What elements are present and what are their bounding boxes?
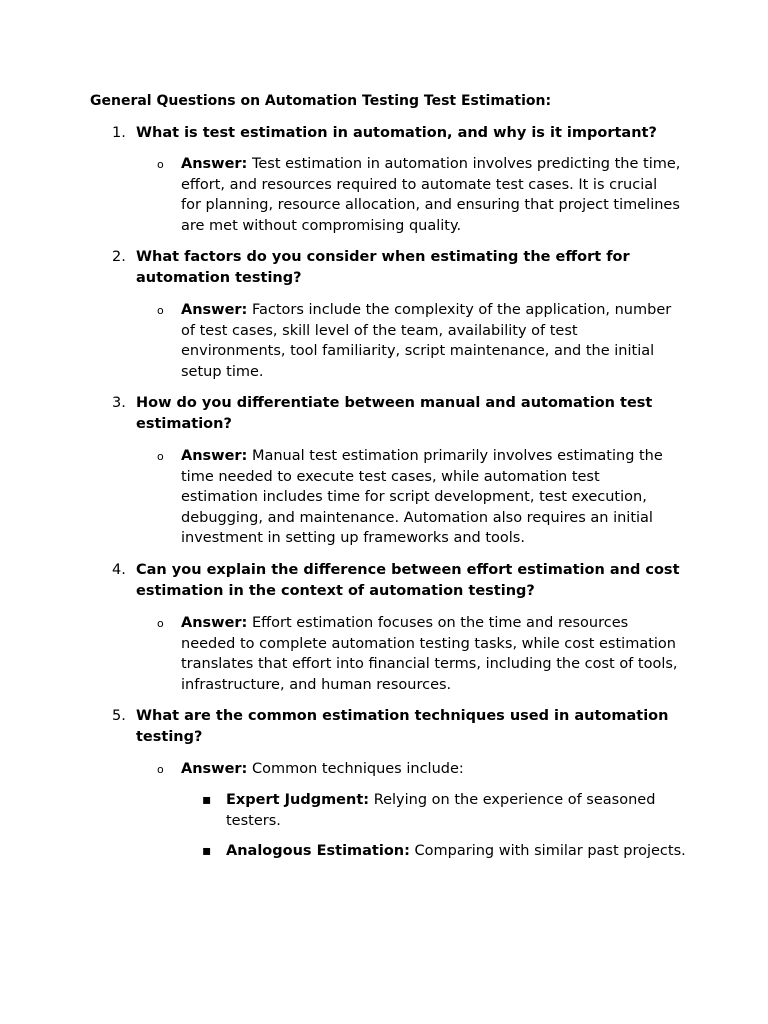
answer-text (181, 446, 681, 549)
answer-label: Answer: (181, 302, 248, 318)
question-text: What factors do you consider when estimating the effort for automation testing? (136, 249, 630, 286)
question-number: 4. (112, 562, 126, 578)
answer-body: Test estimation in automation involves predicting the time, effort, and resources required to automate test cases. It is crucial for planning, resource allocation, and ensuring that project timelines are met without compromising quality. (181, 156, 681, 234)
answer-text (181, 759, 681, 780)
question-text: How do you differentiate between manual and automation test estimation? (136, 395, 653, 432)
question-text: Can you explain the difference between effort estimation and cost estimation in the context of automation testing? (136, 562, 680, 599)
question-text: What are the common estimation techniques used in automation testing? (136, 708, 669, 745)
document-heading: General Questions on Automation Testing Test Estimation: (90, 93, 552, 109)
question-text: What is test estimation in automation, and why is it important? (136, 125, 657, 141)
technique-description: Comparing with similar past projects. (414, 843, 686, 859)
technique-description: Relying on the experience of seasoned testers. (226, 792, 656, 829)
hollow-bullet-icon: o (157, 304, 164, 317)
answer-label: Answer: (181, 761, 248, 777)
answer-body: Effort estimation focuses on the time and resources needed to complete automation testing tasks, while cost estimation translates that effort into financial terms, including the cost of tools, infrastructure, and human resources. (181, 615, 678, 693)
answer-text (181, 154, 681, 236)
hollow-bullet-icon: o (157, 617, 164, 630)
answer-body: Manual test estimation primarily involves estimating the time needed to execute test cases, while automation test estimation includes time for script development, test execution, debugging, and maintenance. Automation also requires an initial investment in setting up frameworks and tools. (181, 448, 663, 547)
hollow-bullet-icon: o (157, 158, 164, 171)
square-bullet-icon: ▪ (202, 792, 212, 808)
answer-body: Factors include the complexity of the application, number of test cases, skill level of the team, availability of test environments, tool familiarity, script maintenance, and the initial setup time. (181, 302, 672, 380)
technique-text (226, 841, 686, 862)
question-number: 5. (112, 708, 126, 724)
answer-label: Answer: (181, 156, 248, 172)
square-bullet-icon: ▪ (202, 843, 212, 859)
question-number: 1. (112, 125, 126, 141)
technique-text (226, 790, 686, 831)
answer-label: Answer: (181, 448, 248, 464)
answer-text (181, 300, 681, 382)
hollow-bullet-icon: o (157, 450, 164, 463)
technique-name: Expert Judgment: (226, 792, 370, 808)
answer-body: Common techniques include: (251, 761, 464, 777)
answer-text (181, 613, 681, 695)
technique-name: Analogous Estimation: (226, 843, 410, 859)
hollow-bullet-icon: o (157, 763, 164, 776)
question-number: 3. (112, 395, 126, 411)
answer-label: Answer: (181, 615, 248, 631)
question-number: 2. (112, 249, 126, 265)
